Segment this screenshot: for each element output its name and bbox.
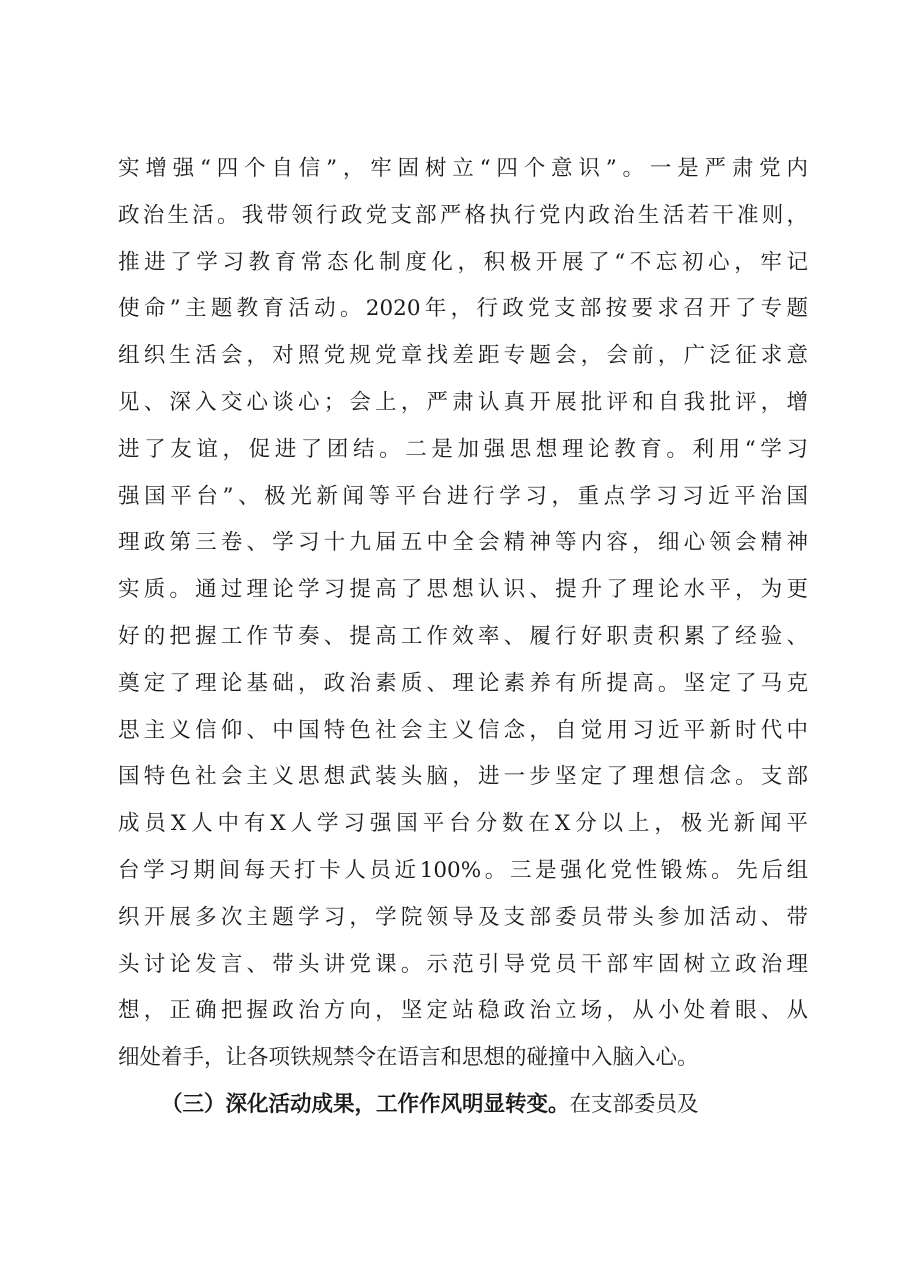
paragraph-line: 织开展多次主题学习，学院领导及支部委员带头参加活动、带 [118, 904, 808, 930]
paragraph-line: 细处着手，让各项铁规禁令在语言和思想的碰撞中入脑入心。 [118, 1045, 699, 1071]
paragraph-line: 组织生活会，对照党规党章找差距专题会，会前，广泛征求意 [118, 343, 808, 369]
paragraph-line: 实质。通过理论学习提高了思想认识、提升了理论水平，为更 [118, 577, 808, 603]
paragraph-line: 奠定了理论基础，政治素质、理论素养有所提高。坚定了马克 [118, 670, 808, 696]
paragraph-line: 见、深入交心谈心；会上，严肃认真开展批评和自我批评，增 [118, 389, 808, 415]
paragraph-line: 强国平台”、极光新闻等平台进行学习，重点学习习近平治国 [118, 483, 808, 509]
paragraph-line: 台学习期间每天打卡人员近100%。三是强化党性锻炼。先后组 [118, 857, 808, 883]
paragraph-line: 想，正确把握政治方向，坚定站稳政治立场，从小处着眼、从 [118, 998, 808, 1024]
paragraph-line: 政治生活。我带领行政党支部严格执行党内政治生活若干准则， [118, 202, 808, 228]
section-heading-line [118, 1082, 808, 1129]
section-continuation: 在支部委员及 [569, 1091, 699, 1117]
paragraph-line: 进了友谊，促进了团结。二是加强思想理论教育。利用“学习 [118, 436, 808, 462]
paragraph-line: 头讨论发言、带头讲党课。示范引导党员干部牢固树立政治理 [118, 951, 808, 977]
paragraph-line: 思主义信仰、中国特色社会主义信念，自觉用习近平新时代中 [118, 717, 808, 743]
section-heading: （三）深化活动成果，工作作风明显转变。 [161, 1091, 570, 1117]
paragraph-line: 成员X人中有X人学习强国平台分数在X分以上，极光新闻平 [118, 811, 808, 837]
document-body [118, 146, 808, 1129]
paragraph-line: 实增强“四个自信”，牢固树立“四个意识”。一是严肃党内 [118, 156, 808, 181]
paragraph-line: 推进了学习教育常态化制度化，积极开展了“不忘初心，牢记 [118, 249, 808, 275]
paragraph-line: 使命”主题教育活动。2020年，行政党支部按要求召开了专题 [118, 296, 808, 322]
paragraph-line: 理政第三卷、学习十九届五中全会精神等内容，细心领会精神 [118, 530, 808, 556]
paragraph-line: 国特色社会主义思想武装头脑，进一步坚定了理想信念。支部 [118, 764, 808, 790]
paragraph-line: 好的把握工作节奏、提高工作效率、履行好职责积累了经验、 [118, 623, 808, 649]
